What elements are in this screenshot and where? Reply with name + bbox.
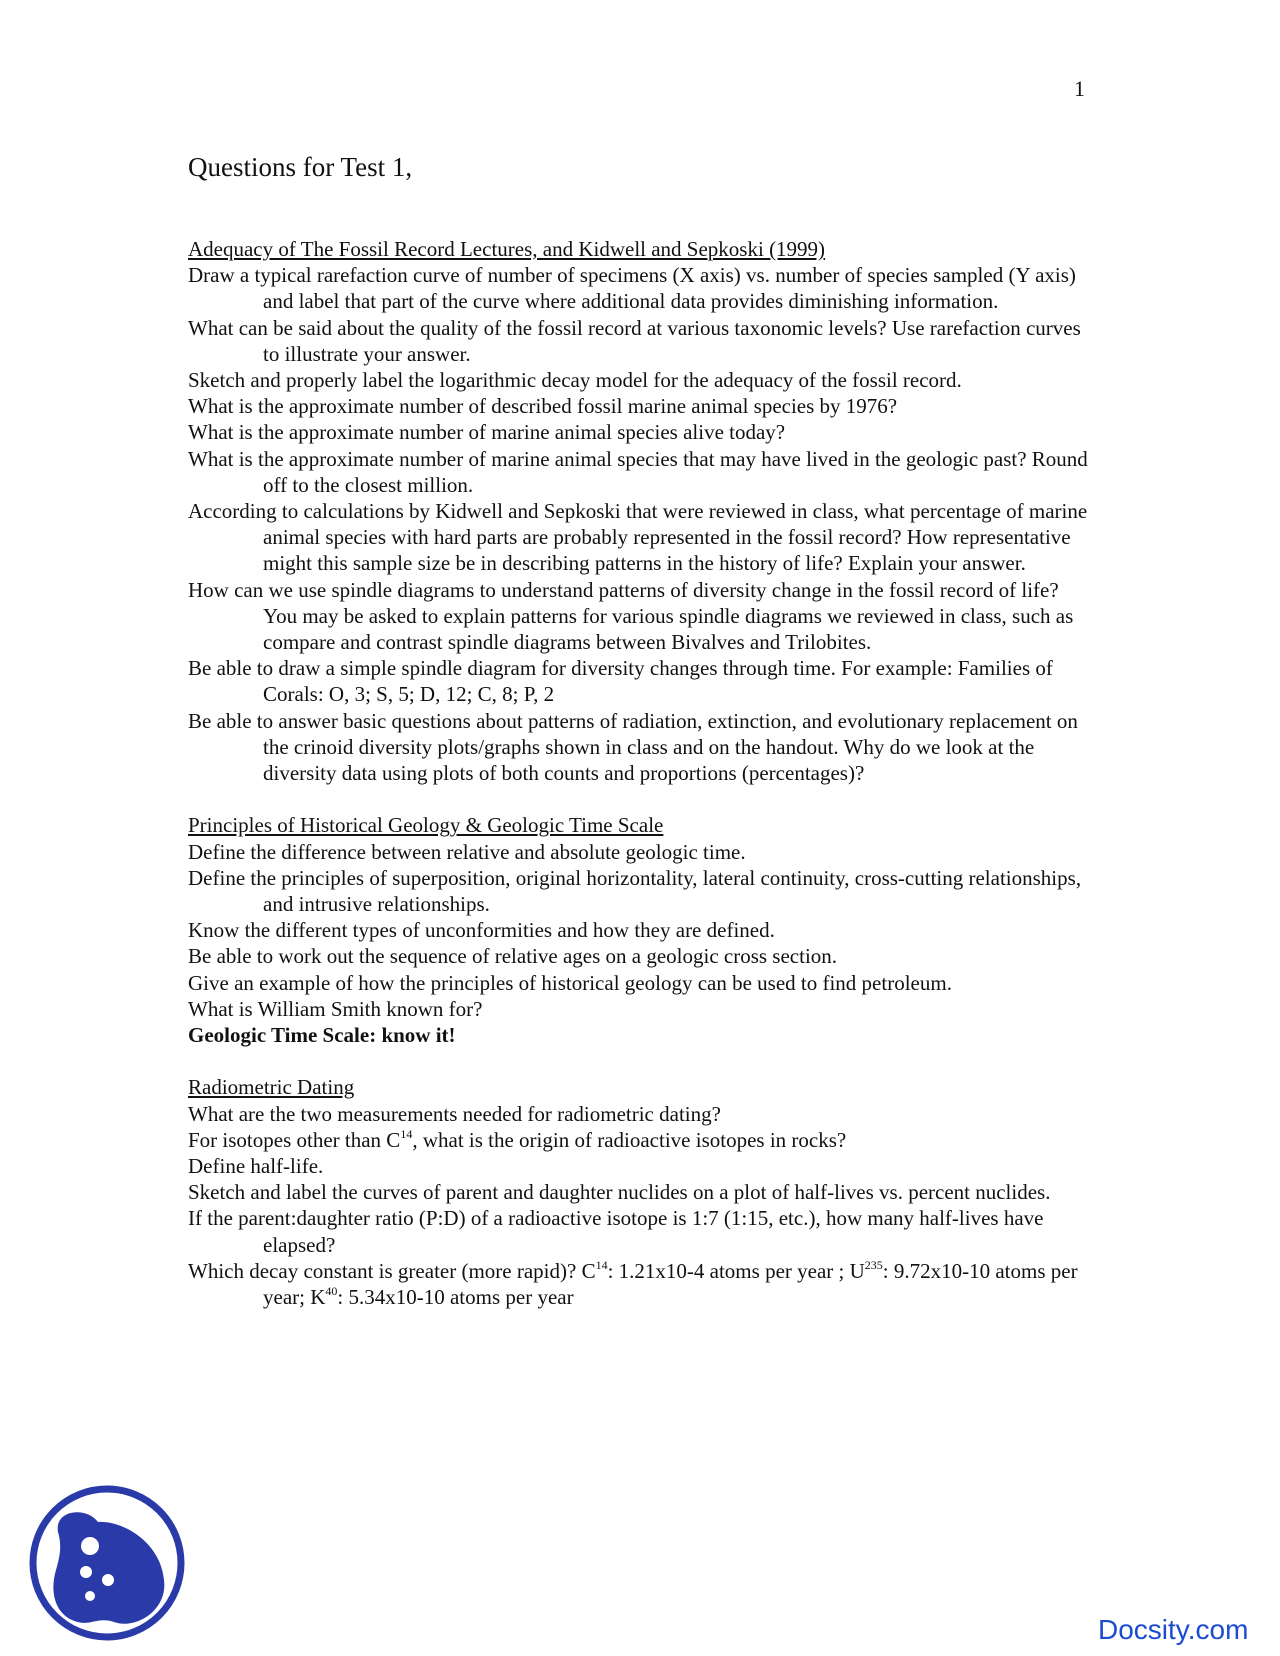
superscript: 14	[400, 1126, 413, 1141]
question: Define half-life.	[188, 1154, 324, 1179]
superscript: 14	[595, 1257, 608, 1272]
superscript: 235	[864, 1257, 883, 1272]
question-text: For isotopes other than C	[188, 1127, 401, 1152]
question: If the parent:daughter ratio (P:D) of a radioactive isotope is 1:7 (1:15, etc.), how many half-lives have elapsed?	[188, 1206, 1044, 1257]
page-number: 1	[1074, 76, 1085, 101]
section-heading-historical-geology: Principles of Historical Geology & Geologic Time Scale	[188, 813, 664, 838]
page-title: Questions for Test 1,	[188, 152, 413, 182]
question-text: : 5.34x10-10 atoms per year	[337, 1285, 574, 1310]
question-text: : 9.72x10-10 atoms per year; K	[263, 1258, 1078, 1310]
question: According to calculations by Kidwell and Sepkoski that were reviewed in class, what percentage of marine animal species with hard parts are probably represented in the fossil record? How representative might this sample size be in describing patterns in the history of life? Explain your answer.	[188, 499, 1088, 576]
question: Be able to draw a simple spindle diagram for diversity changes through time. For example: Families of Corals: O, 3; S, 5; D, 12; C, 8; P, 2	[188, 656, 1053, 707]
question: Give an example of how the principles of historical geology can be used to find petroleum.	[188, 970, 952, 995]
question-text: Which decay constant is greater (more rapid)? C	[188, 1258, 596, 1283]
document-body	[188, 236, 1088, 1310]
question: Define the principles of superposition, original horizontality, lateral continuity, cross-cutting relationships, and intrusive relationships.	[188, 865, 1082, 917]
question: How can we use spindle diagrams to understand patterns of diversity change in the fossil record of life? You may be asked to explain patterns for various spindle diagrams we reviewed in class, such as compare and contrast spindle diagrams between Bivalves and Trilobites.	[188, 577, 1074, 655]
emphasis-line: Geologic Time Scale: know it!	[188, 1023, 456, 1048]
question: What is the approximate number of described fossil marine animal species by 1976?	[188, 394, 898, 419]
question-decay-constant	[188, 1258, 1088, 1310]
question: Define the difference between relative and absolute geologic time.	[188, 839, 746, 864]
question: What is William Smith known for?	[188, 996, 483, 1021]
question: What is the approximate number of marine animal species that may have lived in the geologic past? Round off to the closest million.	[188, 446, 1088, 497]
brand-watermark: Docsity.com	[1098, 1614, 1249, 1645]
section-heading-radiometric-dating: Radiometric Dating	[188, 1075, 355, 1100]
question: Draw a typical rarefaction curve of number of specimens (X axis) vs. number of species sampled (Y axis) and label that part of the curve where additional data provides diminishing information.	[188, 263, 1076, 314]
question-isotope-origin	[188, 1127, 1088, 1153]
section-heading-fossil-record: Adequacy of The Fossil Record Lectures, and Kidwell and Sepkoski (1999)	[188, 237, 826, 261]
question-text: : 1.21x10-4 atoms per year ; U	[607, 1258, 865, 1283]
superscript: 40	[325, 1284, 338, 1299]
question-text: , what is the origin of radioactive isotopes in rocks?	[412, 1127, 847, 1152]
question: Sketch and label the curves of parent and daughter nuclides on a plot of half-lives vs. percent nuclides.	[188, 1180, 1051, 1205]
question: What are the two measurements needed for radiometric dating?	[188, 1101, 721, 1126]
question: What can be said about the quality of the fossil record at various taxonomic levels? Use rarefaction curves to illustrate your answer.	[188, 315, 1081, 366]
docsity-logo-icon	[24, 1480, 190, 1646]
question: Sketch and properly label the logarithmic decay model for the adequacy of the fossil record.	[188, 368, 962, 393]
question: Be able to answer basic questions about patterns of radiation, extinction, and evolutionary replacement on the crinoid diversity plots/graphs shown in class and on the handout. Why do we look at the diversity data using plots of both counts and proportions (percentages)?	[188, 708, 1078, 786]
question: What is the approximate number of marine animal species alive today?	[188, 420, 786, 445]
question: Know the different types of unconformities and how they are defined.	[188, 918, 775, 943]
question: Be able to work out the sequence of relative ages on a geologic cross section.	[188, 944, 838, 969]
